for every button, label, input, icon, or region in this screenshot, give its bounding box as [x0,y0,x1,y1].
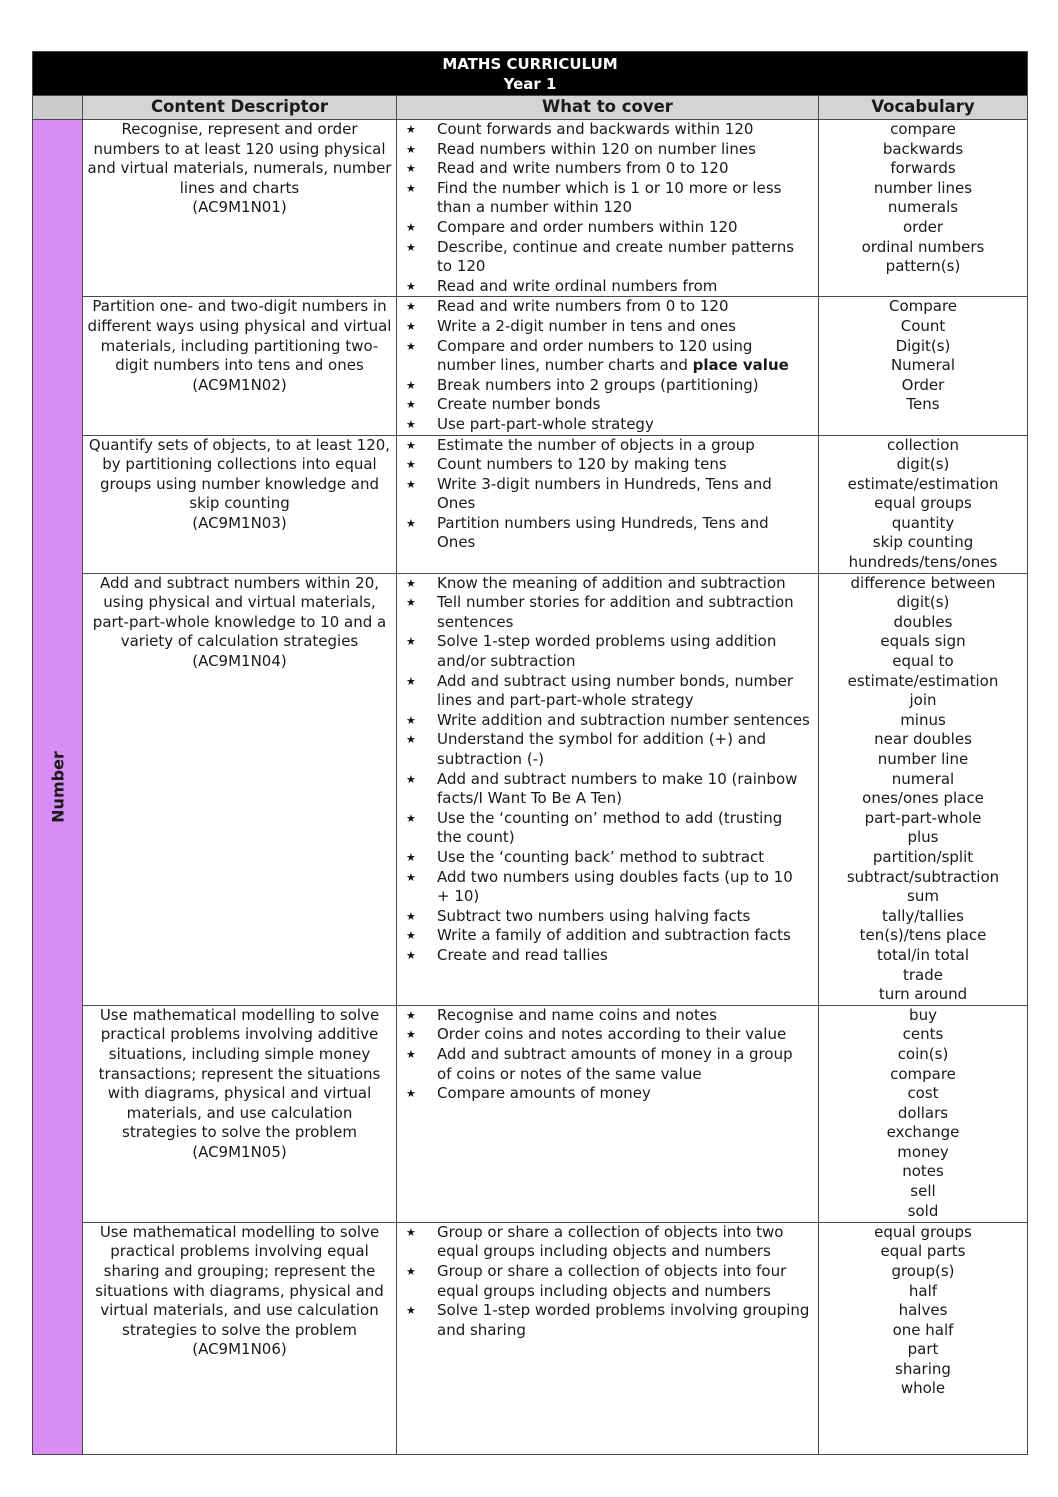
vocabulary-term: cents [902,1025,944,1044]
star-bullet-icon: ★ [406,772,416,786]
cover-item [397,926,818,946]
star-bullet-icon: ★ [406,339,416,353]
vocabulary-term: dollars [897,1103,949,1122]
vocabulary-term: skip counting [872,533,974,552]
title-banner [33,52,1028,96]
cover-item-text: Compare and order numbers to 120 using number lines, number charts and [437,336,753,375]
cover-item-text: Create and read tallies [437,945,608,964]
cover-item-text: Estimate the number of objects in a group [437,435,755,454]
what-to-cover-cell [397,435,819,573]
cover-item [397,415,818,435]
vocabulary-term: compare [890,120,956,138]
star-bullet-icon: ★ [406,596,416,610]
vocabulary-term: sold [907,1201,939,1220]
star-bullet-icon: ★ [406,438,416,452]
cover-item-text: Add and subtract numbers to make 10 (rainbow facts/I Want To Be A Ten) [437,769,798,808]
cover-item [397,1084,818,1104]
descriptor-code: (AC9M1N04) [192,652,287,671]
star-bullet-icon: ★ [406,870,416,884]
curriculum-row [33,573,1028,1005]
vocabulary-cell [819,1005,1028,1222]
vocabulary-term: turn around [878,985,968,1004]
vocabulary-term: difference between [850,573,996,592]
star-bullet-icon: ★ [406,576,416,590]
cover-item [397,1301,818,1340]
star-bullet-icon: ★ [406,477,416,491]
star-bullet-icon: ★ [406,220,416,234]
what-to-cover-cell [397,1222,819,1454]
vocabulary-term: estimate/estimation [847,671,999,690]
cover-item [397,218,818,238]
cover-item [397,1223,818,1262]
vocabulary-term: sharing [895,1359,951,1378]
vocabulary-term: Compare [888,297,958,316]
cover-list [397,574,818,966]
descriptor-text: Quantify sets of objects, to at least 120, by partitioning collections into equal groups using number knowledge and skip counting [88,435,391,513]
header-content-descriptor: Content Descriptor [83,96,397,120]
content-descriptor-cell [83,573,397,1005]
cover-item-text: Recognise and name coins and notes [437,1005,717,1024]
cover-list [397,120,818,296]
vocabulary-term: group(s) [891,1261,955,1280]
cover-item-text: Break numbers into 2 groups (partitioning) [437,375,759,394]
cover-item [397,395,818,415]
vocabulary-term: number line [877,750,969,768]
cover-item-text: Use the ‘counting on’ method to add (trusting the count) [437,808,783,847]
vocabulary-term: equal to [892,652,954,671]
curriculum-row [33,120,1028,297]
page-subtitle: Year 1 [503,75,557,93]
cover-item-text: Compare amounts of money [437,1084,651,1103]
what-to-cover-cell [397,297,819,435]
strand-cell [33,120,83,1455]
vocabulary-term: coin(s) [897,1044,949,1063]
cover-list [397,1006,818,1104]
cover-item-text: Find the number which is 1 or 10 more or less than a number within 120 [437,178,782,217]
curriculum-row [33,435,1028,573]
cover-item-text: Read and write numbers from 0 to 120 [437,297,729,316]
star-bullet-icon: ★ [406,162,416,176]
star-bullet-icon: ★ [406,850,416,864]
cover-item-text: Tell number stories for addition and subtraction sentences [437,593,794,631]
vocabulary-term: backwards [882,139,964,158]
cover-item [397,907,818,927]
vocabulary-term: ten(s)/tens place [859,926,987,945]
star-bullet-icon: ★ [406,123,416,136]
vocabulary-term: hundreds/tens/ones [848,553,998,572]
vocabulary-term: Numeral [890,356,956,375]
strand-label: Number [48,751,67,823]
descriptor-text: Recognise, represent and order numbers to at least 120 using physical and virtual materials, numerals, number lines and charts [87,120,392,197]
star-bullet-icon: ★ [406,811,416,825]
star-bullet-icon: ★ [406,909,416,923]
cover-item [397,376,818,396]
cover-item [397,711,818,731]
star-bullet-icon: ★ [406,458,416,472]
cover-item [397,475,818,514]
vocabulary-term: minus [900,710,946,729]
cover-item-text: Subtract two numbers using halving facts [437,906,751,925]
cover-item-text: Read and write numbers from 0 to 120 [437,159,729,178]
vocabulary-term: buy [909,1005,937,1024]
vocabulary-term: half [908,1281,938,1300]
cover-item-text: Count numbers to 120 by making tens [437,455,727,474]
descriptor-text: Use mathematical modelling to solve practical problems involving equal sharing and grouping; represent the situations with diagrams, physical and virtual materials, and use calculation strategies to solve the problem [95,1222,384,1339]
cover-item-emphasis: place value [692,356,789,375]
vocabulary-term: ordinal numbers [861,237,985,256]
cover-item-text: Count forwards and backwards within 120 [437,120,754,138]
star-bullet-icon: ★ [406,948,416,962]
cover-item [397,593,818,632]
star-bullet-icon: ★ [406,516,416,530]
descriptor-code: (AC9M1N06) [192,1340,287,1359]
star-bullet-icon: ★ [406,319,416,333]
curriculum-row [33,1222,1028,1454]
cover-item-text: Partition numbers using Hundreds, Tens and Ones [437,513,769,552]
star-bullet-icon: ★ [406,1008,416,1022]
cover-item [397,1025,818,1045]
cover-item [397,337,818,376]
header-corner [33,96,83,120]
vocabulary-term: total/in total [876,945,970,964]
vocabulary-term: equals sign [880,632,966,651]
star-bullet-icon: ★ [406,1028,416,1042]
cover-item-text: Group or share a collection of objects into four equal groups including objects and numbers [437,1261,787,1300]
vocabulary-term: Count [900,316,946,335]
vocabulary-term: ones/ones place [862,789,984,808]
star-bullet-icon: ★ [406,300,416,314]
cover-item [397,1262,818,1301]
star-bullet-icon: ★ [406,240,416,254]
vocabulary-term: exchange [886,1123,960,1142]
header-vocabulary: Vocabulary [819,96,1028,120]
vocabulary-term: plus [907,828,939,847]
what-to-cover-cell [397,1005,819,1222]
star-bullet-icon: ★ [406,1047,416,1061]
vocabulary-term: quantity [891,513,955,532]
vocabulary-term: cost [907,1084,939,1103]
cover-item [397,574,818,594]
vocabulary-term: whole [900,1379,946,1398]
cover-item [397,1006,818,1026]
vocabulary-term: sum [907,887,939,906]
descriptor-code: (AC9M1N01) [192,198,287,217]
cover-item [397,632,818,671]
cover-item [397,277,818,297]
vocabulary-term: part [907,1340,939,1359]
cover-item [397,179,818,218]
cover-item-text: Know the meaning of addition and subtraction [437,573,786,592]
vocabulary-term: compare [890,1064,956,1083]
vocabulary-term: equal groups [874,494,972,513]
vocabulary-term: number lines [873,178,973,197]
descriptor-text: Partition one- and two-digit numbers in different ways using physical and virtual materials, including partitioning two-digit numbers into tens and ones [87,297,392,375]
curriculum-row [33,297,1028,435]
vocabulary-cell [819,1222,1028,1454]
descriptor-code: (AC9M1N03) [192,513,287,532]
vocabulary-term: one half [892,1320,954,1339]
cover-item [397,809,818,848]
cover-item-text: Group or share a collection of objects into two equal groups including objects and numbers [437,1222,784,1261]
vocabulary-term: halves [898,1301,948,1320]
vocabulary-term: digit(s) [896,455,950,474]
star-bullet-icon: ★ [406,1304,416,1318]
vocabulary-term: trade [903,965,943,984]
curriculum-table [32,51,1028,1455]
cover-item [397,297,818,317]
content-descriptor-cell [83,435,397,573]
what-to-cover-cell [397,573,819,1005]
cover-list [397,1223,818,1341]
vocabulary-term: subtract/subtraction [846,867,1000,886]
cover-item-text: Write a family of addition and subtraction facts [437,926,791,945]
cover-item-text: Solve 1-step worded problems using addition and/or subtraction [437,632,777,671]
cover-item [397,672,818,711]
content-descriptor-cell [83,1222,397,1454]
cover-item [397,848,818,868]
vocabulary-term: order [903,217,943,236]
vocabulary-term: numeral [891,769,955,788]
vocabulary-term: notes [902,1162,944,1181]
vocabulary-term: doubles [893,612,953,631]
cover-item-text: Add and subtract using number bonds, number lines and part-part-whole strategy [437,671,793,710]
vocabulary-term: equal parts [880,1242,966,1261]
descriptor-text: Use mathematical modelling to solve practical problems involving additive situations, including simple money transactions; represent the situations with diagrams, physical and virtual materials, and use calculation strategies to solve the problem [98,1005,381,1142]
cover-item [397,120,818,140]
cover-item [397,946,818,966]
content-descriptor-cell [83,120,397,297]
cover-item [397,140,818,160]
cover-item-text: Understand the symbol for addition (+) and subtraction (-) [437,730,766,768]
cover-item-text: Describe, continue and create number patterns to 120 [437,237,795,276]
cover-item [397,455,818,475]
content-descriptor-cell [83,1005,397,1222]
vocabulary-cell [819,573,1028,1005]
vocabulary-term: partition/split [872,847,974,866]
descriptor-code: (AC9M1N05) [192,1142,287,1161]
vocabulary-term: pattern(s) [885,257,961,276]
star-bullet-icon: ★ [406,929,416,943]
cover-item-text: Write addition and subtraction number sentences [437,710,810,729]
vocabulary-term: near doubles [874,730,972,749]
star-bullet-icon: ★ [406,635,416,649]
star-bullet-icon: ★ [406,1264,416,1278]
cover-item [397,730,818,769]
vocabulary-term: collection [887,435,959,454]
vocabulary-term: digit(s) [896,593,950,612]
cover-item [397,868,818,907]
star-bullet-icon: ★ [406,398,416,412]
star-bullet-icon: ★ [406,1225,416,1239]
cover-list [397,297,818,434]
curriculum-row [33,1005,1028,1222]
cover-item-text: Solve 1-step worded problems involving grouping and sharing [437,1301,810,1339]
star-bullet-icon: ★ [406,142,416,156]
page-title: MATHS CURRICULUM [442,55,618,73]
cover-item-text: Create number bonds [437,395,601,414]
cover-item-text: Write 3-digit numbers in Hundreds, Tens and Ones [437,474,772,513]
vocabulary-term: Order [901,375,945,394]
vocabulary-cell [819,435,1028,573]
cover-item [397,436,818,456]
cover-item-text: Write a 2-digit number in tens and ones [437,316,736,335]
vocabulary-cell [819,297,1028,435]
cover-item-text: Order coins and notes according to their value [437,1025,787,1044]
cover-item [397,238,818,277]
cover-item-text: Read numbers within 120 on number lines [437,139,756,158]
descriptor-text: Add and subtract numbers within 20, using physical and virtual materials, part-part-whole knowledge to 10 and a variety of calculation strategies [92,573,387,651]
vocabulary-term: forwards [890,159,956,178]
vocabulary-term: join [909,691,937,710]
cover-item [397,1045,818,1084]
cover-list [397,436,818,554]
vocabulary-term: equal groups [874,1222,972,1241]
star-bullet-icon: ★ [406,733,416,747]
star-bullet-icon: ★ [406,417,416,431]
star-bullet-icon: ★ [406,674,416,688]
cover-item-text: Use the ‘counting back’ method to subtract [437,847,765,866]
cover-item-text: Read and write ordinal numbers from [437,276,718,295]
star-bullet-icon: ★ [406,279,416,293]
cover-item [397,770,818,809]
vocabulary-term: numerals [887,198,959,217]
star-bullet-icon: ★ [406,1087,416,1101]
content-descriptor-cell [83,297,397,435]
vocabulary-term: tally/tallies [882,906,964,925]
star-bullet-icon: ★ [406,181,416,195]
vocabulary-cell [819,120,1028,297]
vocabulary-term: Digit(s) [895,336,951,355]
cover-item-text: Compare and order numbers within 120 [437,217,738,236]
cover-item [397,317,818,337]
descriptor-code: (AC9M1N02) [192,375,287,394]
vocabulary-term: Tens [906,395,940,414]
cover-item-text: Add and subtract amounts of money in a group of coins or notes of the same value [437,1044,793,1083]
header-what-to-cover: What to cover [397,96,819,120]
star-bullet-icon: ★ [406,713,416,727]
what-to-cover-cell [397,120,819,297]
cover-item-text: Add two numbers using doubles facts (up to 10 + 10) [437,867,793,906]
vocabulary-term: part-part-whole [864,808,982,827]
vocabulary-term: estimate/estimation [847,474,999,493]
cover-item-text: Use part-part-whole strategy [437,414,654,433]
cover-item [397,514,818,553]
vocabulary-term: sell [910,1182,936,1201]
star-bullet-icon: ★ [406,378,416,392]
vocabulary-term: money [897,1142,949,1161]
cover-item [397,159,818,179]
